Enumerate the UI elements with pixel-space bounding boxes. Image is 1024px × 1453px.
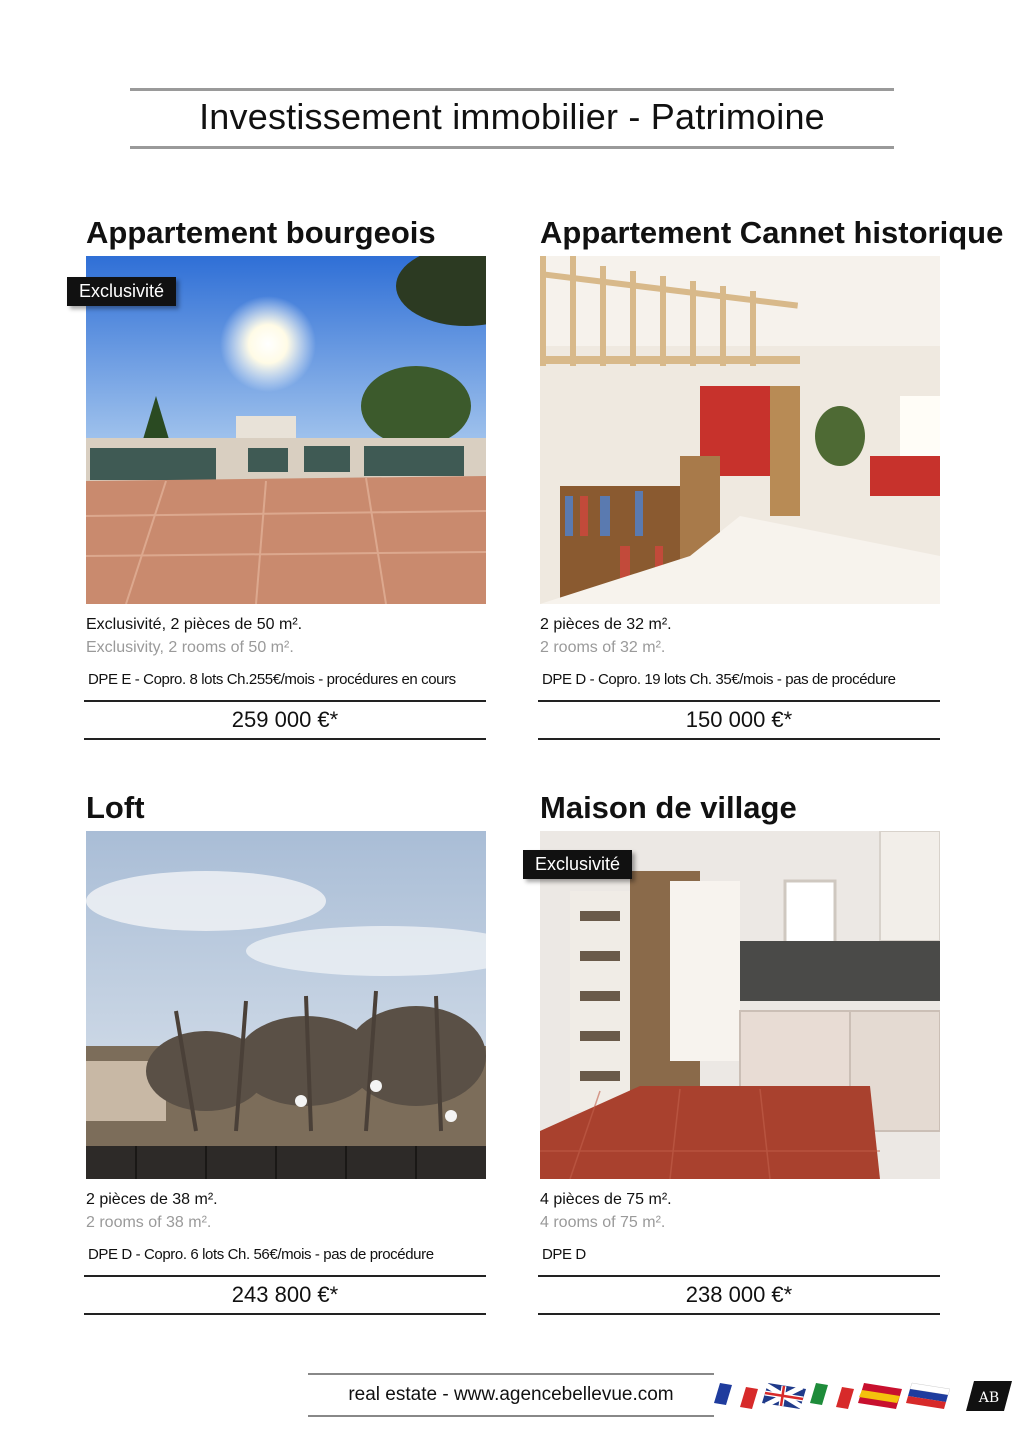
listing-card[interactable] <box>540 211 1004 732</box>
italy-flag-icon[interactable] <box>810 1381 854 1409</box>
listing-card[interactable] <box>535 786 942 1307</box>
price: 259 000 €* <box>84 700 486 740</box>
listing-photo[interactable] <box>86 256 486 604</box>
footer-website-link[interactable]: real estate - www.agencebellevue.com <box>308 1373 714 1417</box>
listing-title: Loft <box>86 790 145 825</box>
listing-photo[interactable] <box>540 256 940 604</box>
description-fr: 4 pièces de 75 m². <box>540 1191 672 1208</box>
listing-title: Appartement bourgeois <box>86 215 436 250</box>
exclusivity-badge: Exclusivité <box>67 277 176 306</box>
listing-card[interactable] <box>79 211 488 732</box>
svg-text:AB: AB <box>978 1390 1000 1406</box>
dpe-info: DPE D <box>542 1246 586 1263</box>
listing-title: Appartement Cannet historique <box>540 215 1004 250</box>
agency-logo <box>966 1381 1012 1411</box>
dpe-info: DPE E - Copro. 8 lots Ch.255€/mois - procédures en cours <box>88 671 456 688</box>
russia-flag-icon[interactable] <box>906 1381 950 1409</box>
header-bottom-rule <box>130 146 894 149</box>
description-fr: 2 pièces de 32 m². <box>540 616 672 633</box>
description-en: Exclusivity, 2 rooms of 50 m². <box>86 639 294 656</box>
listing-photo[interactable] <box>86 831 486 1179</box>
description-fr: Exclusivité, 2 pièces de 50 m². <box>86 616 303 633</box>
listing-card[interactable] <box>86 786 488 1307</box>
exclusivity-badge: Exclusivité <box>523 850 632 879</box>
dpe-info: DPE D - Copro. 19 lots Ch. 35€/mois - pas de procédure <box>542 671 896 688</box>
listing-title: Maison de village <box>540 790 797 825</box>
price: 150 000 €* <box>538 700 940 740</box>
listing-photo[interactable] <box>540 831 940 1179</box>
dpe-info: DPE D - Copro. 6 lots Ch. 56€/mois - pas de procédure <box>88 1246 434 1263</box>
description-en: 4 rooms of 75 m². <box>540 1214 666 1231</box>
description-fr: 2 pièces de 38 m². <box>86 1191 218 1208</box>
terrace-photo <box>86 256 486 604</box>
spain-flag-icon[interactable] <box>858 1381 902 1409</box>
page-title: Investissement immobilier - Patrimoine <box>199 96 825 137</box>
price: 243 800 €* <box>84 1275 486 1315</box>
price: 238 000 €* <box>538 1275 940 1315</box>
france-flag-icon[interactable] <box>714 1381 758 1409</box>
description-en: 2 rooms of 38 m². <box>86 1214 212 1231</box>
loft-view-photo <box>86 831 486 1179</box>
mezzanine-photo <box>540 256 940 604</box>
header-top-rule <box>130 88 894 91</box>
description-en: 2 rooms of 32 m². <box>540 639 666 656</box>
uk-flag-icon[interactable] <box>762 1381 806 1409</box>
kitchen-photo <box>540 831 940 1179</box>
